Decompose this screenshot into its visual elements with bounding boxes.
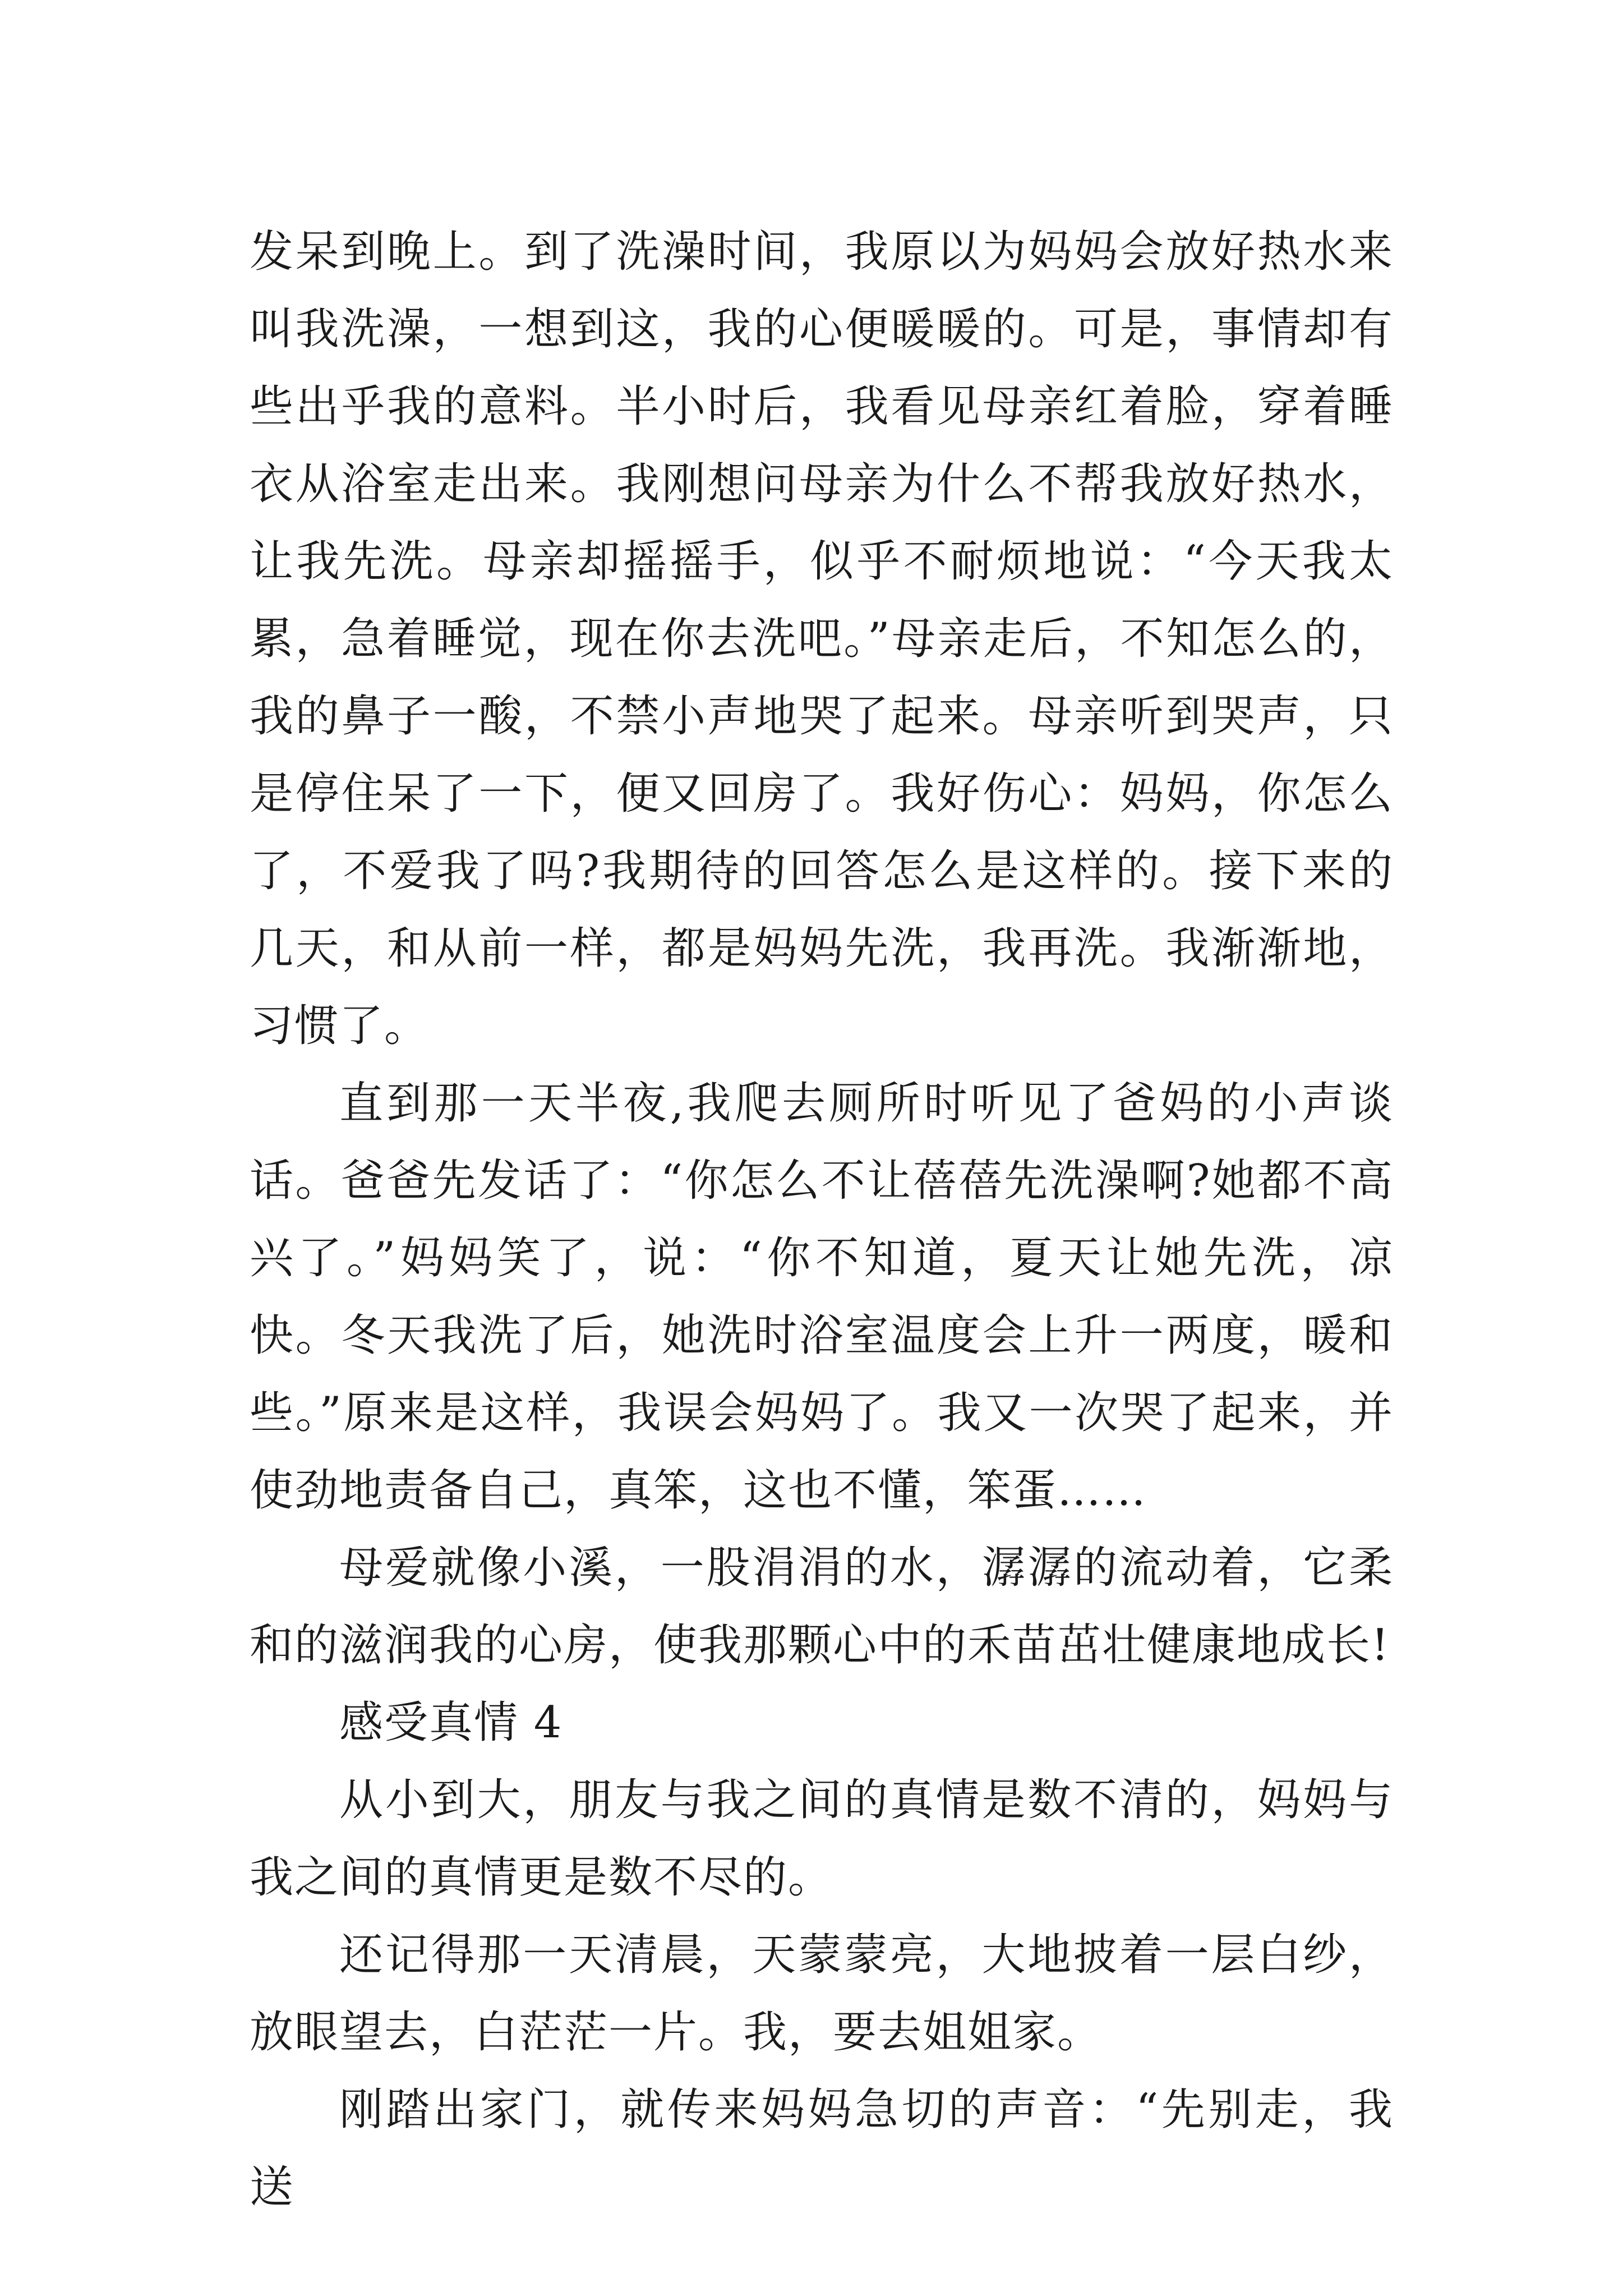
paragraph: 从小到大，朋友与我之间的真情是数不清的，妈妈与我之间的真情更是数不尽的。 (250, 1775, 1394, 1903)
paragraph: 刚踏出家门，就传来妈妈急切的声音：“先别走，我送 (250, 2085, 1394, 2212)
paragraph: 还记得那一天清晨，天蒙蒙亮，大地披着一层白纱，放眼望去，白茫茫一片。我，要去姐姐家。 (250, 1930, 1394, 2058)
document-body (250, 213, 1394, 2226)
section-heading: 感受真情 4 (339, 1697, 563, 1748)
paragraph-continued: 发呆到晚上。到了洗澡时间，我原以为妈妈会放好热水来叫我洗澡，一想到这，我的心便暖暖的。可是，事情却有些出乎我的意料。半小时后，我看见母亲红着脸，穿着睡衣从浴室走出来。我刚想问母亲为什么不帮我放好热水，让我先洗。母亲却摇摇手，似乎不耐烦地说：“今天我太累，急着睡觉，现在你去洗吧。”母亲走后，不知怎么的，我的鼻子一酸，不禁小声地哭了起来。母亲听到哭声，只是停住呆了一下，便又回房了。我好伤心：妈妈，你怎么了，不爱我了吗?我期待的回答怎么是这样的。接下来的几天，和从前一样，都是妈妈先洗，我再洗。我渐渐地，习惯了。 (250, 227, 1394, 1051)
paragraph: 母爱就像小溪，一股涓涓的水，潺潺的流动着，它柔和的滋润我的心房，使我那颗心中的禾苗茁壮健康地成长! (250, 1543, 1394, 1671)
paragraph: 直到那一天半夜,我爬去厕所时听见了爸妈的小声谈话。爸爸先发话了：“你怎么不让蓓蓓先洗澡啊?她都不高兴了。”妈妈笑了，说：“你不知道，夏天让她先洗，凉快。冬天我洗了后，她洗时浴室温度会上升一两度，暖和些。”原来是这样，我误会妈妈了。我又一次哭了起来，并使劲地责备自己，真笨，这也不懂，笨蛋…… (250, 1078, 1394, 1516)
